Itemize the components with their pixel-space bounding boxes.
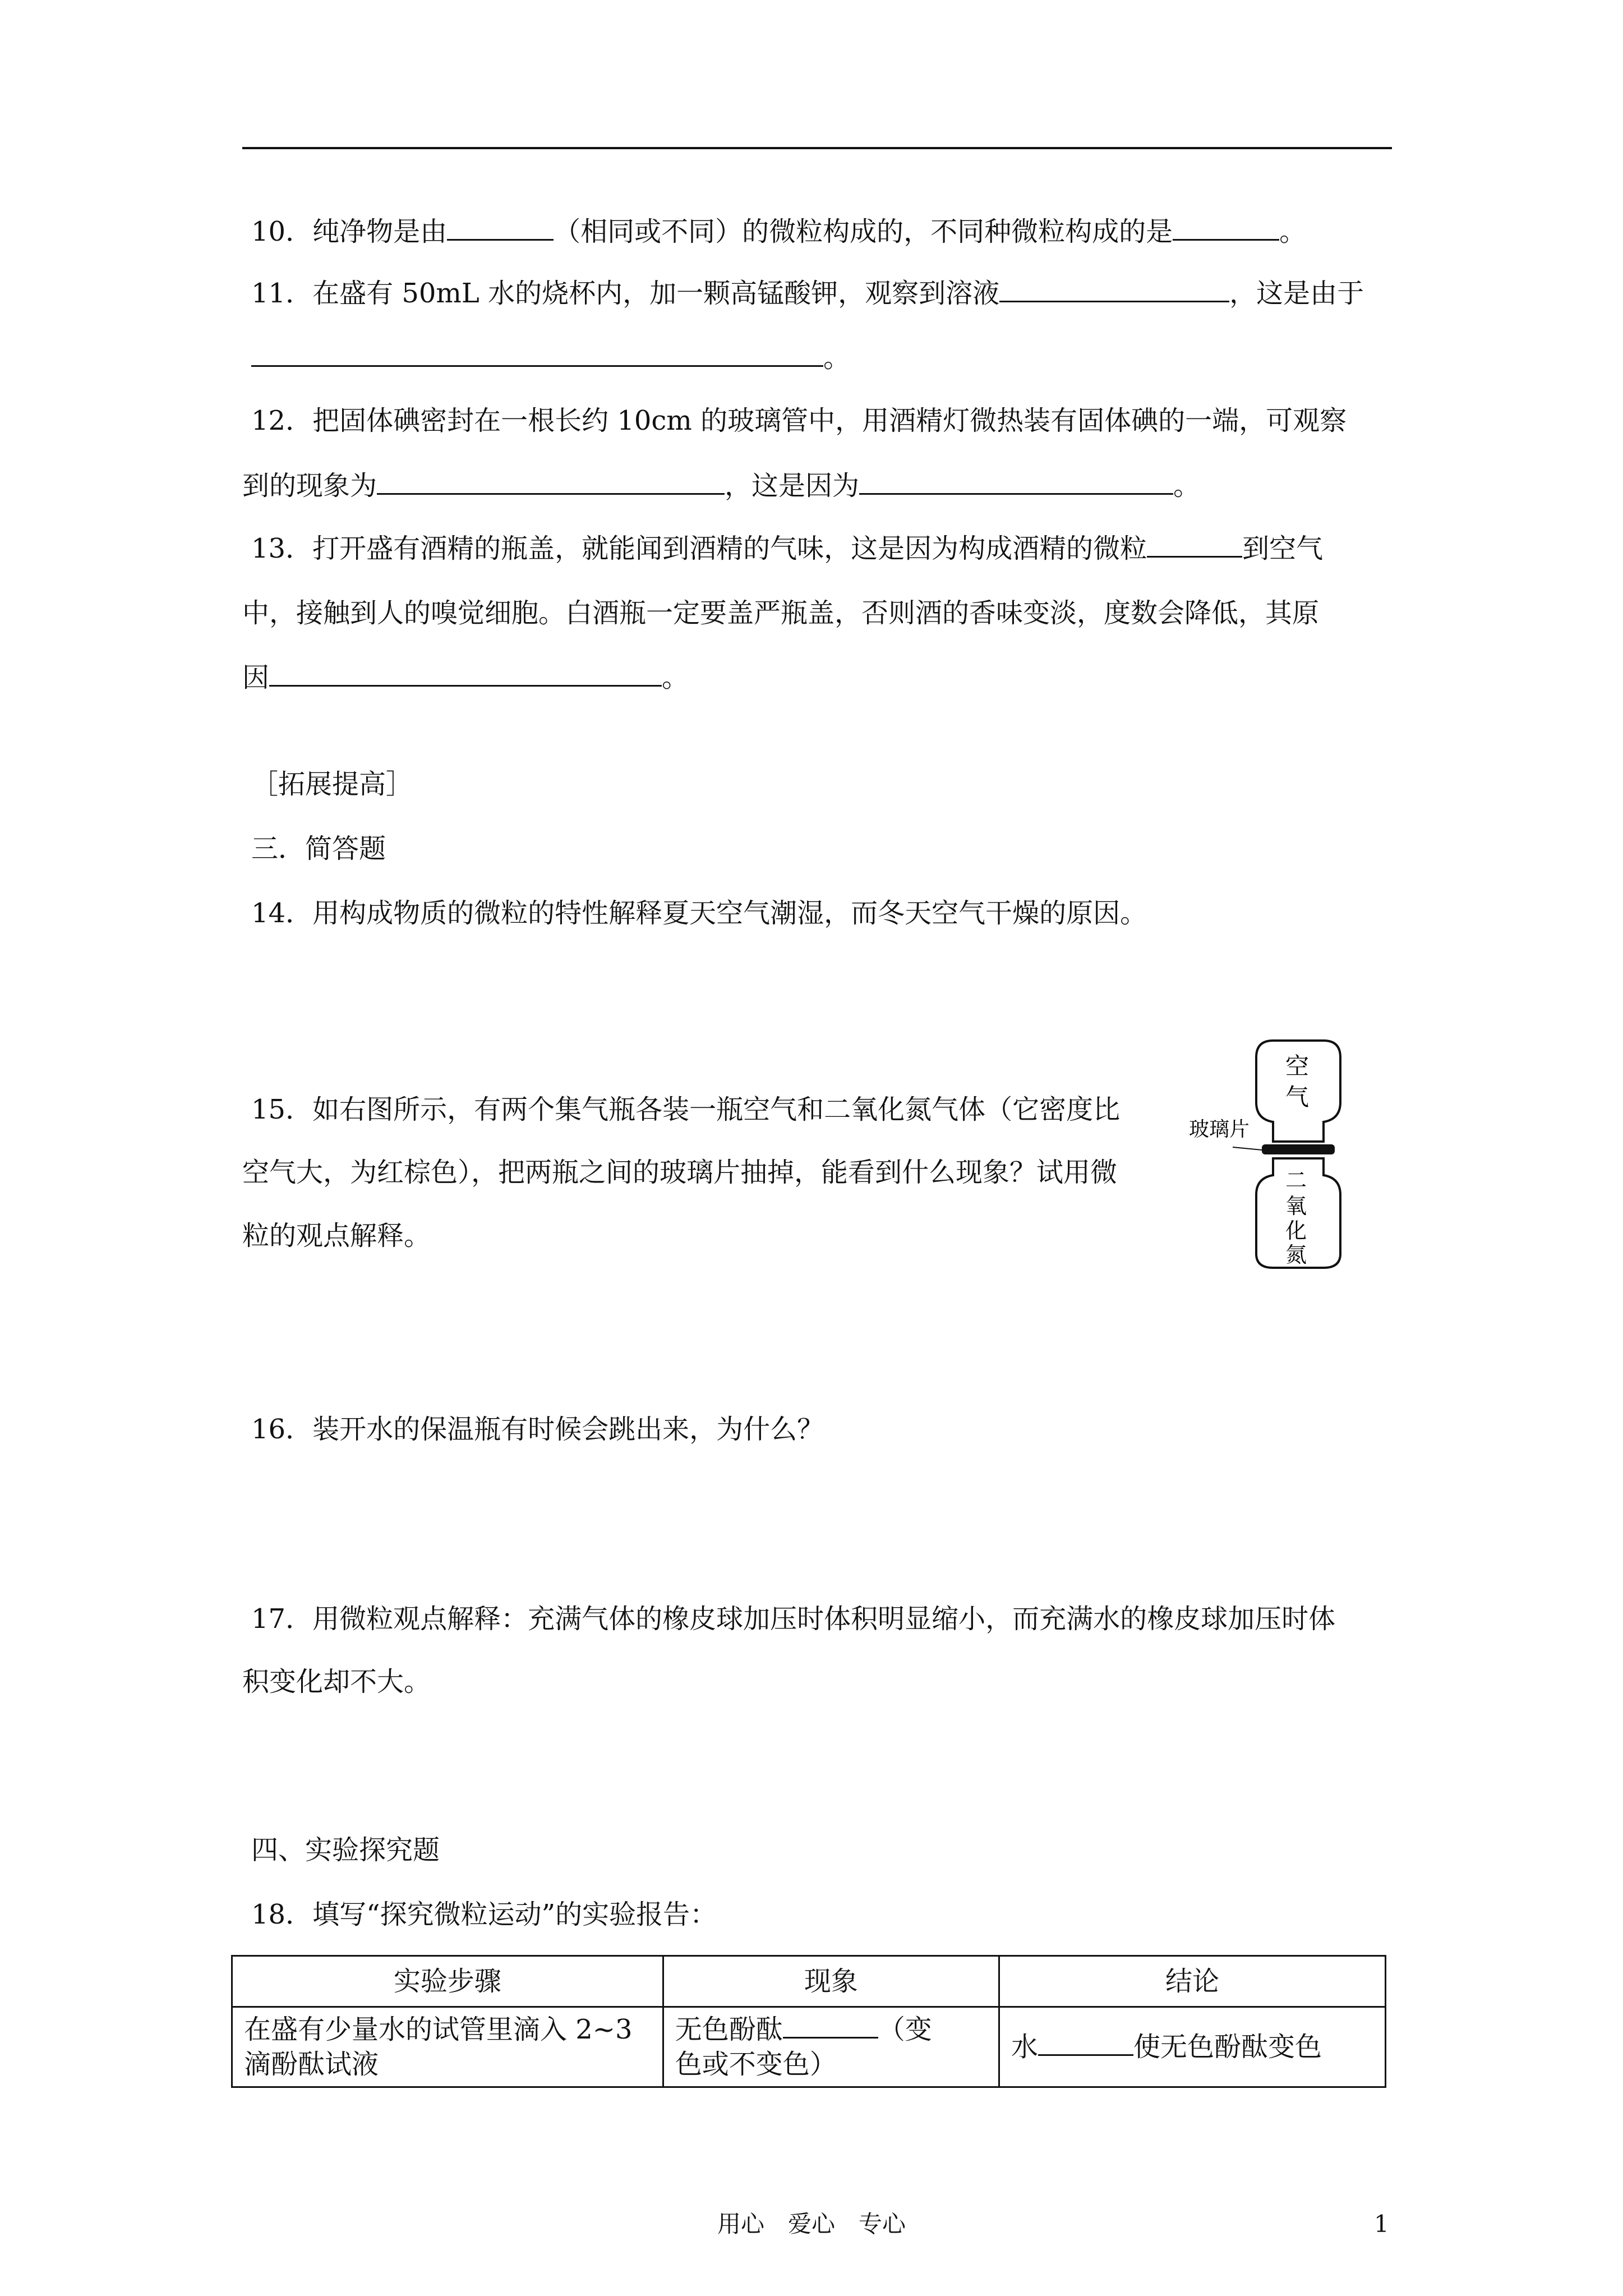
glass-plate-label: 玻璃片 bbox=[1189, 1118, 1250, 1141]
section-three-heading: 三．简答题 bbox=[251, 833, 386, 864]
section-four-heading: 四、实验探究题 bbox=[251, 1834, 440, 1866]
cell-phenomenon: 无色酚酞 （变 色或不变色） bbox=[663, 2007, 999, 2087]
answer-blank[interactable] bbox=[1038, 2032, 1133, 2056]
question-15-line2: 空气大，为红棕色），把两瓶之间的玻璃片抽掉，能看到什么现象？试用微 bbox=[242, 1157, 1118, 1188]
question-15-line1: 15．如右图所示，有两个集气瓶各装一瓶空气和二氧化氮气体（它密度比 bbox=[251, 1094, 1121, 1125]
question-17-line2: 积变化却不大。 bbox=[242, 1666, 431, 1697]
header-conclusion: 结论 bbox=[999, 1956, 1385, 2007]
question-14: 14．用构成物质的微粒的特性解释夏天空气潮湿，而冬天空气干燥的原因。 bbox=[251, 898, 1147, 929]
answer-blank[interactable] bbox=[1147, 533, 1242, 558]
question-12: 12．把固体碘密封在一根长约 10cm 的玻璃管中，用酒精灯微热装有固体碘的一端，可观察 bbox=[251, 405, 1347, 436]
table-row bbox=[232, 2007, 1386, 2087]
upper-label-2: 气 bbox=[1285, 1083, 1310, 1111]
answer-blank[interactable] bbox=[269, 662, 662, 687]
header-phenomenon: 现象 bbox=[663, 1956, 999, 2007]
answer-blank[interactable] bbox=[1173, 217, 1279, 241]
question-18: 18．填写“探究微粒运动”的实验报告： bbox=[251, 1899, 717, 1930]
lower-label-3: 化 bbox=[1285, 1218, 1307, 1243]
lower-label-2: 氧 bbox=[1285, 1194, 1307, 1218]
footer-motto: 用心 爱心 专心 bbox=[717, 2210, 906, 2238]
section-extend-heading: ［拓展提高］ bbox=[251, 769, 413, 800]
table-header-row bbox=[232, 1956, 1386, 2007]
question-13-cont2: 因 。 bbox=[242, 662, 689, 693]
question-10: 10．纯净物是由 （相同或不同）的微粒构成的，不同种微粒构成的是 。 bbox=[251, 216, 1307, 247]
question-11: 11．在盛有 50mL 水的烧杯内，加一颗高锰酸钾，观察到溶液 ，这是由于 bbox=[251, 278, 1364, 309]
lower-label-4: 氮 bbox=[1285, 1243, 1307, 1267]
cell-conclusion: 水 使无色酚酞变色 bbox=[999, 2007, 1385, 2087]
header-rule bbox=[242, 147, 1392, 149]
answer-blank[interactable] bbox=[859, 471, 1173, 495]
page-number: 1 bbox=[1374, 2210, 1389, 2238]
question-13: 13．打开盛有酒精的瓶盖，就能闻到酒精的气味，这是因为构成酒精的微粒 到空气 bbox=[251, 533, 1324, 564]
glass-plate bbox=[1262, 1144, 1335, 1154]
gas-jars-diagram bbox=[1189, 1035, 1380, 1271]
experiment-report-table bbox=[231, 1955, 1386, 2088]
question-15-line3: 粒的观点解释。 bbox=[242, 1220, 431, 1251]
question-16: 16．装开水的保温瓶有时候会跳出来，为什么？ bbox=[251, 1414, 824, 1445]
answer-blank[interactable] bbox=[251, 343, 823, 367]
question-11-cont: 。 bbox=[251, 342, 850, 374]
question-13-cont: 中，接触到人的嗅觉细胞。白酒瓶一定要盖严瓶盖，否则酒的香味变淡，度数会降低，其原 bbox=[242, 597, 1320, 629]
lower-label-1: 二 bbox=[1285, 1168, 1307, 1193]
question-12-cont: 到的现象为 ，这是因为 。 bbox=[242, 470, 1201, 501]
answer-blank[interactable] bbox=[377, 471, 725, 495]
upper-label-1: 空 bbox=[1285, 1052, 1310, 1080]
cell-step: 在盛有少量水的试管里滴入 2~3 滴酚酞试液 bbox=[232, 2007, 663, 2087]
header-steps: 实验步骤 bbox=[232, 1956, 663, 2007]
question-17-line1: 17．用微粒观点解释：充满气体的橡皮球加压时体积明显缩小，而充满水的橡皮球加压时体 bbox=[251, 1603, 1336, 1635]
answer-blank[interactable] bbox=[783, 2014, 878, 2039]
answer-blank[interactable] bbox=[999, 278, 1229, 302]
glass-plate-pointer bbox=[1233, 1147, 1262, 1150]
answer-blank[interactable] bbox=[447, 217, 554, 241]
